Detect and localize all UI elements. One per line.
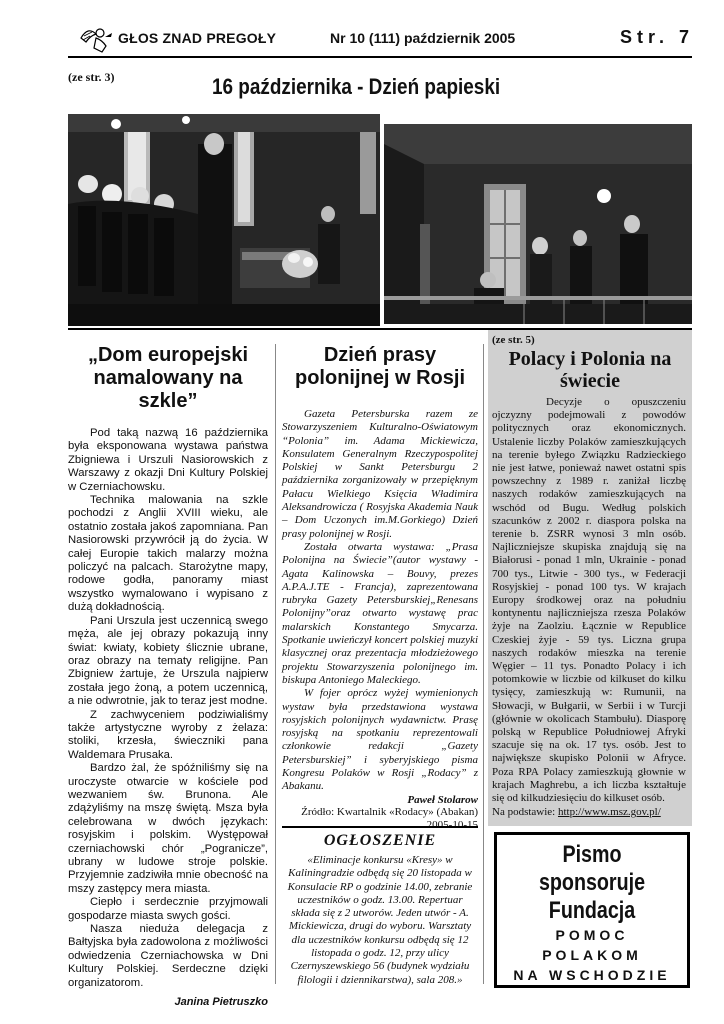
page-headline: 16 października - Dzień papieski bbox=[212, 74, 501, 99]
paragraph: Gazeta Petersburska razem ze Stowarzyszeniem Kulturalno-Oświatowym “Polonia” im. Adama Mickiewicza, Konsulatem Generalnym Rzeczypospolitej Polskiej w Sankt Petersburgu 2 października zorganizowały w przepięknym Pałacu Wielkiego Księcia Władimira Aleksandrowicza ( Rosyjska Akademia Nauk – Dom Uczonych im.M.Gorkiego) Dzień prasy polonijnej w Rosji. bbox=[282, 408, 478, 540]
sponsor-box bbox=[494, 832, 690, 988]
column-divider bbox=[483, 344, 484, 984]
header-divider bbox=[68, 56, 692, 58]
article-body bbox=[282, 408, 478, 794]
continued-from-label: (ze str. 3) bbox=[68, 70, 115, 84]
article-body bbox=[68, 427, 268, 990]
photo-choir-concert bbox=[68, 114, 380, 326]
source-link[interactable]: http://www.msz.gov.pl/ bbox=[557, 806, 661, 819]
photo-church-performers bbox=[384, 124, 692, 324]
article-title: Polacy i Polonia na świecie bbox=[508, 348, 672, 392]
issue-number: Nr 10 (111) październik 2005 bbox=[330, 30, 516, 46]
article-date: 2005-10-15 bbox=[426, 818, 478, 831]
paragraph: Została otwarta wystawa: „Prasa Polonijna na Świecie”(autor wystawy - Agata Kalinowska – Bouvy, prezes A.P.A.J.TE - Francja), zaprezentowana rubryka Gazety Petersburskiej„Renesans Polonijny”oraz otwarto wystawę prac malarskich Konstantego Smycarza. Spotkanie uwieńczył koncert polskiej muzyki klasycznej oraz prezentacja młodzieżowego projektu Stowarzyszenia polonijnego im. biskupa Antoniego Maleckiego. bbox=[282, 540, 478, 686]
page-number: Str. 7 bbox=[620, 27, 695, 47]
paragraph: Bardzo żal, że spóźniliśmy się na uroczyste otwarcie w kościele pod wezwaniem św. Brunona. Ale zdążyliśmy na mszę świętą. Msza była celebrowana w dwóch językach: rosyjskim i polskim. Występował czerniachowski chór „Pogranicze”, ubrany w ludowe stroje polskie. Przyjemnie zadziwiła mnie obecność na mszy zastępcy mera miasta. bbox=[68, 762, 268, 895]
paragraph: Z zachwyceniem podziwialiśmy także artystyczne wyroby z żelaza: stoliki, krzesła, świeczniki pana Waldemara Prusaka. bbox=[68, 708, 268, 761]
paragraph: Nasza nieduża delegacja z Bałtyjska była zadowolona z możliwości odwiedzenia Czerniachowska w Dni Kultury Polskiej. Serdeczne dzięki organizatorom. bbox=[68, 923, 268, 989]
announcement-title: OGŁOSZENIE bbox=[323, 832, 437, 849]
angel-logo-icon bbox=[78, 24, 114, 54]
column-divider bbox=[275, 344, 276, 984]
source-label: Na podstawie: bbox=[492, 806, 556, 819]
sponsor-line: sponsoruje bbox=[538, 869, 646, 896]
paragraph: Pod taką nazwą 16 października była eksponowana wystawa państwa Zbigniewa i Urszuli Nasiorowskich z Warszawy z okazji Dni Kultury Polskiej w Czerniachowsku. bbox=[68, 427, 268, 493]
article-title: Dzień prasy polonijnej w Rosji bbox=[295, 344, 465, 389]
sponsor-line: POMOC bbox=[555, 927, 629, 943]
sponsor-line: NA WSCHODZIE bbox=[513, 967, 671, 983]
continued-from-label: (ze str. 5) bbox=[492, 334, 535, 346]
paragraph: W fojer oprócz wyżej wymienionych wystaw była przedstawiona wystawa rosyjskich polonijnych wydawnictw. Prasę rosyjską na spotkaniu reprezentowali członkowie redakcji „Gazety Petersburskiej” i syberyjskiego pisma Kongresu Polaków w Rosji „Rodacy” z Abakanu. bbox=[282, 687, 478, 793]
sponsor-line: Pismo bbox=[562, 841, 622, 868]
newspaper-name: GŁOS ZNAD PREGOŁY bbox=[118, 30, 277, 46]
article-source: Źródło: Kwartalnik «Rodacy» (Abakan) bbox=[301, 805, 478, 818]
article-source bbox=[492, 806, 686, 819]
announcement-text: «Eliminacje konkursu «Kresy» w Kaliningradzie odbędą się 20 listopada w Konsulacie RP o godzinie 14.00, zebranie uczestników o godz. 13.00. Repertuar składa się z 2 utworów. Jeden utwór - A. Mickiewicza, drugi do wyboru. Warsztaty dla uczestników konkursu odbędą się 12 listopada o godz. 12, przy ulicy Czernyszewskiego 56 (budynek wydziału filologii i dziennikarstwa), sala 208.» bbox=[287, 854, 473, 986]
article-title: „Dom europejski namalowany na szkle” bbox=[87, 344, 249, 412]
article-body bbox=[488, 396, 692, 820]
paragraph: Decyzje o opuszczeniu ojczyzny podejmowali z powodów politycznych oraz ekonomicznych. Ustalenie liczby Polaków zamieszkujących na terenie byłego Związku Radzieckiego nie jest łatwe, ponieważ nawet ostatni spis powszechny z 1989 r. zaniżał liczbę naszych rodaków zamieszkujących na wschód od Bugu. Według polskich szacunków z 2002 r. diaspora polska na terenie b. ZSRR wynosi 3 mln osób. Najliczniejsze skupiska znajdują się na Białorusi - ponad 1 mln, Ukrainie - ponad 700 tys., Litwie - 300 tys., w Federacji Rosyjskiej - ponad 100 tys. W krajach Europy środkowej oraz na południu kontynentu najliczniejsza rzesza Polaków żyje na Zaolziu. Łącznie w Republice Czeskiej żyje - 59 tys. Liczna grupa naszych rodaków mieszka na terenie Węgier – 11 tys. Ponadto Polacy i ich potomkowie w liczbie od kilkuset do kilku tysięcy, zamieszkują w: Rumunii, na Słowacji, w Bułgarii, w Serbii i w Turcji (głównie w okolicach Stambułu). Diasporę polską w Republice Południowej Afryki szacuje się na ok. 17 tys. osób. Jest to największe skupisko Polonii w Afryce. Poza RPA Polacy zamieszkują głownie w krajach Maghrebu, a ich liczba kształtuje się od kilkudziesięciu do kilkuset osób. bbox=[492, 396, 686, 805]
article-poles-worldwide bbox=[488, 330, 692, 826]
sponsor-line: Fundacja bbox=[548, 897, 636, 924]
article-glass-painting bbox=[68, 344, 268, 1008]
announcement-divider bbox=[282, 826, 478, 828]
article-author: Janina Pietruszko bbox=[174, 996, 268, 1009]
sponsor-line: POLAKOM bbox=[542, 947, 642, 963]
article-author: Paweł Stolarow bbox=[407, 793, 478, 806]
paragraph: Technika malowania na szkle pochodzi z Anglii XVIII wieku, ale ostatnio została jakoś zapomniana. Pan Nasiorowski przywrócił ją do życia. W całej Europie takich malarzy można policzyć na palcach. Starożytne mapy, rodowe godła, panoramy miast wszystko wymalowano i wypisano z dużą dokładnością. bbox=[68, 494, 268, 614]
paragraph: Ciepło i serdecznie przyjmowali gospodarze miasta swych gości. bbox=[68, 896, 268, 922]
article-polonia-press-day bbox=[282, 344, 478, 832]
paragraph: Pani Urszula jest uczennicą swego męża, ale jej obrazy pokazują inny świat: kwiaty, kobiety ślicznie ubrane, oraz obrazy na tematy religijne. Pan Zbigniew żartuje, że Urszula najpierw została jego żoną, a potem uczennicą, a nie odwrotnie, jak to teraz jest modne. bbox=[68, 614, 268, 708]
